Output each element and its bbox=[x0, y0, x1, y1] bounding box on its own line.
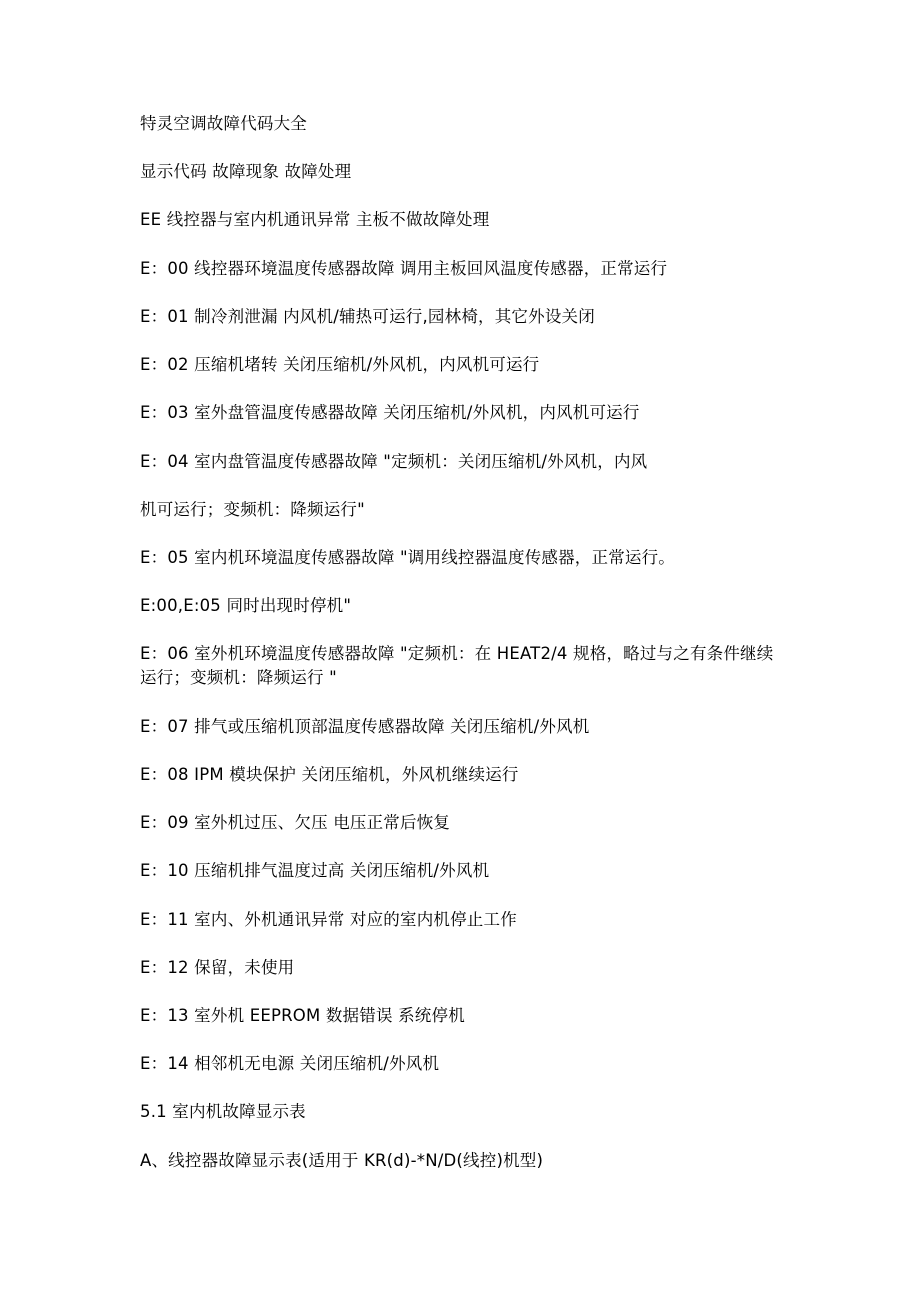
fault-code-e06: E：06 室外机环境温度传感器故障 "定频机：在 HEAT2/4 规格，略过与之有条件继续运行；变频机：降频运行 " bbox=[140, 644, 774, 687]
fault-code-e04-continued: 机可运行；变频机：降频运行" bbox=[140, 500, 365, 519]
fault-code-e13: E：13 室外机 EEPROM 数据错误 系统停机 bbox=[140, 1006, 465, 1025]
fault-code-e12: E：12 保留，未使用 bbox=[140, 958, 295, 977]
fault-code-e05-continued: E:00,E:05 同时出现时停机" bbox=[140, 596, 352, 615]
subsection-heading-a: A、线控器故障显示表(适用于 KR(d)-*N/D(线控)机型) bbox=[140, 1151, 544, 1170]
fault-code-e02: E：02 压缩机堵转 关闭压缩机/外风机，内风机可运行 bbox=[140, 355, 540, 374]
document-title: 特灵空调故障代码大全 bbox=[140, 114, 307, 133]
fault-code-e01: E：01 制冷剂泄漏 内风机/辅热可运行,园林椅，其它外设关闭 bbox=[140, 307, 595, 326]
fault-code-e03: E：03 室外盘管温度传感器故障 关闭压缩机/外风机，内风机可运行 bbox=[140, 403, 640, 422]
section-heading-5-1: 5.1 室内机故障显示表 bbox=[140, 1102, 306, 1121]
table-header-row: 显示代码 故障现象 故障处理 bbox=[140, 162, 352, 181]
fault-code-ee: EE 线控器与室内机通讯异常 主板不做故障处理 bbox=[140, 210, 490, 229]
fault-code-e11: E：11 室内、外机通讯异常 对应的室内机停止工作 bbox=[140, 910, 517, 929]
fault-code-e10: E：10 压缩机排气温度过高 关闭压缩机/外风机 bbox=[140, 861, 490, 880]
fault-code-e07: E：07 排气或压缩机顶部温度传感器故障 关闭压缩机/外风机 bbox=[140, 717, 590, 736]
fault-code-e04: E：04 室内盘管温度传感器故障 "定频机：关闭压缩机/外风机，内风 bbox=[140, 452, 648, 471]
fault-code-e00: E：00 线控器环境温度传感器故障 调用主板回风温度传感器，正常运行 bbox=[140, 259, 668, 278]
fault-code-e08: E：08 IPM 模块保护 关闭压缩机，外风机继续运行 bbox=[140, 765, 519, 784]
fault-code-e09: E：09 室外机过压、欠压 电压正常后恢复 bbox=[140, 813, 451, 832]
fault-code-e05: E：05 室内机环境温度传感器故障 "调用线控器温度传感器，正常运行。 bbox=[140, 548, 675, 567]
fault-code-e14: E：14 相邻机无电源 关闭压缩机/外风机 bbox=[140, 1054, 440, 1073]
